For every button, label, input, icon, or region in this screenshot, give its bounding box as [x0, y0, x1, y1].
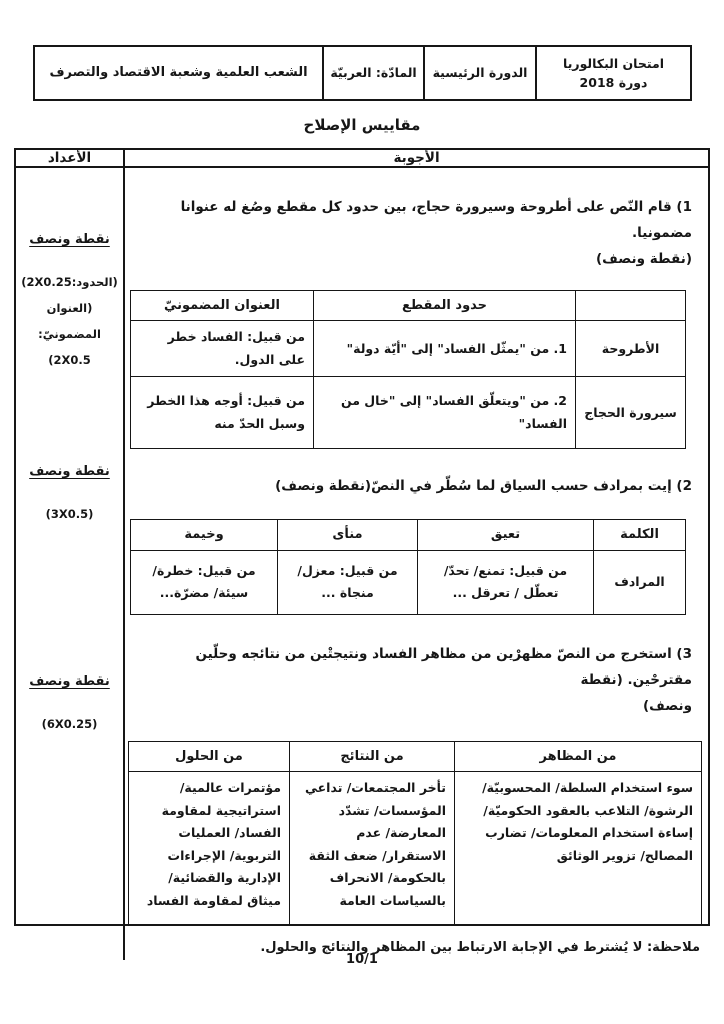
- q1-empty-header-cell: [576, 291, 686, 321]
- question-1-line-1: 1) قام النّص على أطروحة وسيرورة حجاج، بين حدود كل مقطع وصُغ له عنوانا مضمونيا.: [180, 199, 692, 241]
- subject-cell: المادّة: العربيّة: [322, 47, 423, 99]
- table-row: [131, 321, 686, 377]
- q3-solutions-header: من الحلول: [129, 741, 290, 771]
- q2-word-header: الكلمة: [594, 520, 686, 550]
- q1-row2-title: من قبيل: أوجه هذا الخطر وسبل الحدّ منه: [131, 377, 314, 449]
- branches-cell: الشعب العلمية وشعبة الاقتصاد والتصرف: [49, 64, 308, 80]
- table-row: [131, 377, 686, 449]
- answers-column-header: الأجوبة: [393, 150, 440, 166]
- q1-marks: [16, 232, 123, 373]
- q1-row2-label: سيرورة الحجاج: [576, 377, 686, 449]
- q3-manifestations-header: من المظاهر: [455, 741, 702, 771]
- correction-table-body-row: [16, 168, 708, 960]
- q1-marks-detail-line: (العنوان المضمونيّ:: [38, 301, 101, 341]
- question-3-line-1: 3) استخرج من النصّ مظهرْين من مظاهر الفساد ونتيجتْين من نتائجه وحلّين مقترحْين. (نقطة: [195, 645, 692, 688]
- q3-corruption-table: [128, 741, 702, 926]
- page-title: مقاييس الإصلاح: [303, 116, 421, 134]
- q2-table-header-row: [131, 520, 686, 550]
- q3-marks: [16, 674, 123, 737]
- exam-name-cell: [535, 47, 690, 99]
- q2-row-label: المرادف: [594, 550, 686, 614]
- exam-session-year: دورة 2018: [579, 75, 648, 90]
- q1-boundaries-header: حدود المقطع: [314, 291, 576, 321]
- q2-synonym-1: من قبيل: تمنع/ تحدّ/ تعطّل / تعرقل ...: [418, 550, 594, 614]
- q2-word-2: منأى: [278, 520, 418, 550]
- answers-column: [125, 168, 708, 960]
- q1-marks-detail-line: 2X0.5): [48, 353, 91, 367]
- q3-results-header: من النتائج: [290, 741, 455, 771]
- grading-note: ملاحظة: لا يُشترط في الإجابة الارتباط بين المظاهر والنتائج والحلول.: [260, 940, 700, 956]
- q2-word-3: وخيمة: [131, 520, 278, 550]
- q2-marks: [16, 464, 123, 527]
- question-2-line-1: 2) إيت بمرادف حسب السياق لما سُطّر في النصّ(نقطة ونصف): [275, 478, 692, 495]
- q2-synonyms-table: [130, 519, 686, 614]
- question-1-line-2: (نقطة ونصف): [595, 251, 692, 267]
- question-1-text: [153, 194, 692, 272]
- question-3-line-2: ونصف): [642, 697, 692, 714]
- q1-row1-boundaries: 1. من "يمثّل الفساد" إلى "أيّة دولة": [314, 321, 576, 377]
- marks-column: [16, 168, 125, 960]
- session-cell: الدورة الرئيسية: [423, 47, 535, 99]
- q1-title-header: العنوان المضمونيّ: [131, 291, 314, 321]
- table-row: [129, 772, 702, 926]
- q3-manifestations-cell: سوء استخدام السلطة/ المحسوبيّة/ الرشوة/ التلاعب بالعقود الحكوميّة/ إساءة استخدام المعلومات/ تضارب المصالح/ تزوير الوثائق: [455, 772, 702, 926]
- q1-marks-detail-line: (الحدود:2X0.25): [21, 275, 118, 289]
- correction-table-header-row: [16, 150, 708, 168]
- table-row: [131, 550, 686, 614]
- q3-results-cell: تأخر المجتمعات/ تداعي المؤسسات/ تشدّد المعارضة/ عدم الاستقرار/ ضعف الثقة بالحكومة/ الانحراف بالسياسات العامة: [290, 772, 455, 926]
- q3-marks-detail-line: (6X0.25): [41, 717, 98, 731]
- exam-header-table: [33, 45, 692, 101]
- correction-table: [14, 148, 710, 956]
- q1-row1-label: الأطروحة: [576, 321, 686, 377]
- q3-marks-details: [16, 711, 123, 737]
- question-3-text: [153, 641, 692, 719]
- q2-marks-label: نقطة ونصف: [29, 464, 110, 479]
- exam-title: امتحان البكالوريا: [563, 55, 665, 71]
- q2-marks-detail-line: (3X0.5): [45, 507, 94, 521]
- q1-marks-label: نقطة ونصف: [29, 232, 110, 247]
- q1-segments-table: [130, 290, 686, 449]
- q3-table-header-row: [129, 741, 702, 771]
- question-2-text: [153, 473, 692, 499]
- q1-marks-details: [16, 269, 123, 373]
- q3-marks-label: نقطة ونصف: [29, 674, 110, 689]
- page-number: 10/1: [346, 952, 378, 967]
- q1-row2-boundaries: 2. من "ويتعلّق الفساد" إلى "خال من الفساد": [314, 377, 576, 449]
- q2-word-1: تعيق: [418, 520, 594, 550]
- q3-solutions-cell: مؤتمرات عالمية/ استراتيجية لمقاومة الفساد/ العمليات التربوية/ الإجراءات الإدارية والقضائية/ ميثاق لمقاومة الفساد: [129, 772, 290, 926]
- marks-column-header: الأعداد: [16, 150, 125, 166]
- q2-synonym-3: من قبيل: خطرة/ سيئة/ مضرّة...: [131, 550, 278, 614]
- q2-synonym-2: من قبيل: معزل/ منجاة ...: [278, 550, 418, 614]
- q1-row1-title: من قبيل: الفساد خطر على الدول.: [131, 321, 314, 377]
- q2-marks-details: [16, 501, 123, 527]
- q1-table-header-row: [131, 291, 686, 321]
